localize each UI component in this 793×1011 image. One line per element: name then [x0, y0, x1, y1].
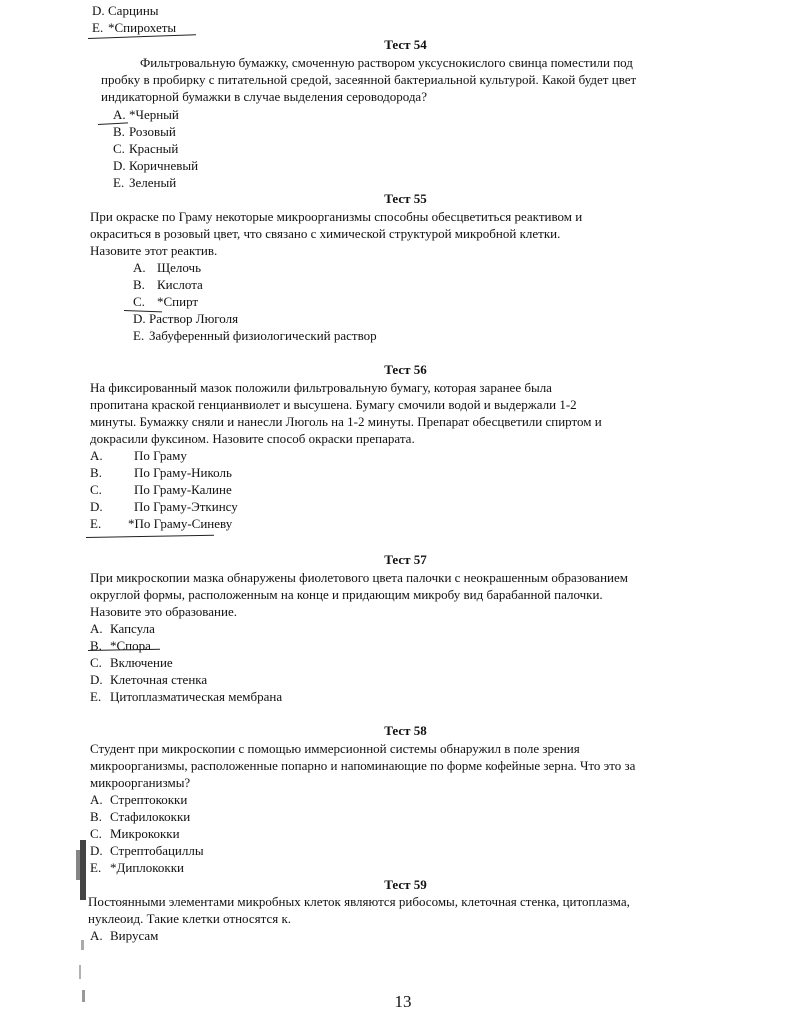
- test-56-question-line: докрасили фуксином. Назовите способ окраски препарата.: [90, 431, 415, 446]
- test-55-title: Тест 55: [384, 191, 427, 206]
- scan-smudge: [72, 840, 94, 1010]
- test-59-option-a: A. Вирусам: [90, 928, 159, 943]
- test-58-option-c: C. Микрококки: [90, 826, 180, 841]
- test-57-question-line: При микроскопии мазка обнаружены фиолетового цвета палочки с неокрашенным образованием: [90, 570, 628, 585]
- test-56-question-line: минуты. Бумажку сняли и нанесли Люголь на 1-2 минуты. Препарат обесцветили спиртом и: [90, 414, 602, 429]
- test-56-option-b: B. По Граму-Николь: [90, 465, 232, 480]
- test-59-question-line: Постоянными элементами микробных клеток являются рибосомы, клеточная стенка, цитоплазма,: [88, 894, 630, 909]
- test-57-option-d: D. Клеточная стенка: [90, 672, 208, 687]
- test-58-option-e: E. *Диплококки: [90, 860, 185, 875]
- top-option-e: E. *Спирохеты: [92, 20, 177, 35]
- test-55-option-a: A. Щелочь: [133, 260, 202, 275]
- test-59-title: Тест 59: [384, 877, 427, 892]
- test-54-question-line: Фильтровальную бумажку, смоченную раствором уксуснокислого свинца поместили под: [140, 55, 633, 70]
- test-58-option-d: D. Стрептобациллы: [90, 843, 204, 858]
- test-55-question-line: Назовите этот реактив.: [90, 243, 218, 258]
- test-58-option-a: A. Стрептококки: [90, 792, 188, 807]
- test-54-option-a: A. *Черный: [113, 107, 179, 122]
- test-56-option-a: A. По Граму: [90, 448, 187, 463]
- test-56-question-line: пропитана краской генцианвиолет и высушена. Бумагу смочили водой и выдержали 1-2: [90, 397, 577, 412]
- pen-stroke: [86, 535, 214, 538]
- test-57-title: Тест 57: [384, 552, 427, 567]
- test-58-question-line: микроорганизмы?: [90, 775, 191, 790]
- test-56-option-d: D. По Граму-Эткинсу: [90, 499, 238, 514]
- test-58-question-line: микроорганизмы, расположенные попарно и напоминающие по форме кофейные зерна. Что это за: [90, 758, 636, 773]
- page-number: 13: [394, 992, 412, 1011]
- test-56-option-c: C. По Граму-Калине: [90, 482, 232, 497]
- test-55-question-line: При окраске по Граму некоторые микроорганизмы способны обесцветиться реактивом и: [90, 209, 583, 224]
- test-54-title: Тест 54: [384, 37, 427, 52]
- test-57-question-line: Назовите это образование.: [90, 604, 237, 619]
- test-59-question-line: нуклеоид. Такие клетки относятся к.: [88, 911, 292, 926]
- test-55-option-c: C. *Спирт: [133, 294, 199, 309]
- test-57-option-c: C. Включение: [90, 655, 173, 670]
- test-54-question-line: индикаторной бумажки в случае выделения сероводорода?: [101, 89, 427, 104]
- top-option-d: D. Сарцины: [92, 3, 159, 18]
- test-58-question-line: Студент при микроскопии с помощью иммерсионной системы обнаружил в поле зрения: [90, 741, 580, 756]
- test-56-option-e: E. *По Граму-Синеву: [90, 516, 233, 531]
- test-54-option-b: B. Розовый: [113, 124, 176, 139]
- test-56-question-line: На фиксированный мазок положили фильтровальную бумагу, которая заранее была: [90, 380, 552, 395]
- test-54-option-e: E. Зеленый: [113, 175, 177, 190]
- test-55-question-line: окраситься в розовый цвет, что связано с химической структурой микробной клетки.: [90, 226, 561, 241]
- test-58-title: Тест 58: [384, 723, 427, 738]
- test-55-option-b: B. Кислота: [133, 277, 203, 292]
- test-54-question-line: пробку в пробирку с питательной средой, засеянной бактериальной культурой. Какой будет цвет: [101, 72, 637, 87]
- test-54-option-c: C. Красный: [113, 141, 179, 156]
- test-55-option-e: E. Забуференный физиологический раствор: [133, 328, 377, 343]
- test-56-title: Тест 56: [384, 362, 427, 377]
- test-57-option-e: E. Цитоплазматическая мембрана: [90, 689, 283, 704]
- test-55-option-d: D. Раствор Люголя: [133, 311, 239, 326]
- test-54-option-d: D. Коричневый: [113, 158, 199, 173]
- test-57-option-b: B. *Спора: [90, 638, 151, 653]
- test-57-option-a: A. Капсула: [90, 621, 155, 636]
- test-58-option-b: B. Стафилококки: [90, 809, 191, 824]
- test-57-question-line: округлой формы, расположенным на конце и придающим микробу вид барабанной палочки.: [90, 587, 603, 602]
